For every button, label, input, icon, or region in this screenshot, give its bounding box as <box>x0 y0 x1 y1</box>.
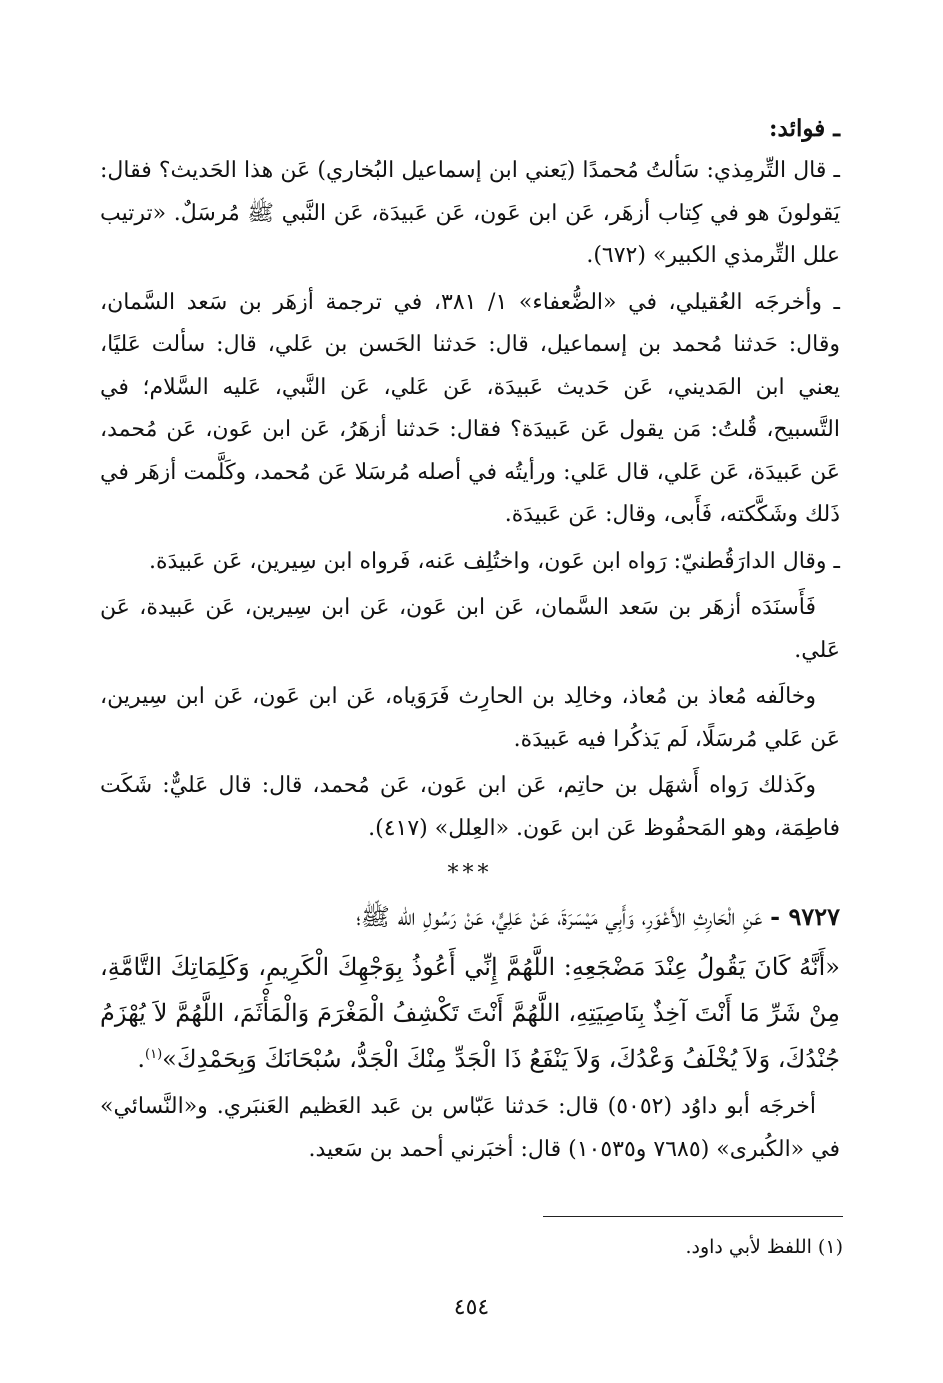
footnote: (١) اللفظ لأبي داود. <box>685 1236 843 1258</box>
hadith-matn: «أَنَّهُ كَانَ يَقُولُ عِنْدَ مَضْجَعِهِ: اللَّهُمَّ إِنِّي أَعُوذُ بِوَجْهِكَ الْكَرِيمِ، وَكَلِمَاتِكَ التَّامَّةِ، مِنْ شَرِّ مَا أَنْتَ آخِذٌ بِنَاصِيَتِهِ، اللَّهُمَّ أَنْتَ تَكْشِفُ الْمَغْرَمَ وَالْمَأْثَمَ، اللَّهُمَّ لاَ يُهْزَمُ جُنْدُكَ، وَلاَ يُخْلَفُ وَعْدُكَ، وَلاَ يَنْفَعُ ذَا الْجَدِّ مِنْكَ الْجَدُّ، سُبْحَانَكَ وَبِحَمْدِكَ»$^{(١)}$. <box>100 953 840 1073</box>
hadith-text: «أَنَّهُ كَانَ يَقُولُ عِنْدَ مَضْجَعِهِ: اللَّهُمَّ إِنِّي أَعُوذُ بِوَجْهِكَ الْكَرِيمِ، وَكَلِمَاتِكَ التَّامَّةِ، مِنْ شَرِّ مَا أَنْتَ آخِذٌ بِنَاصِيَتِهِ، اللَّهُمَّ أَنْتَ تَكْشِفُ الْمَغْرَمَ وَالْمَأْثَمَ، اللَّهُمَّ لاَ يُهْزَمُ جُنْدُكَ، وَلاَ يُخْلَفُ وَعْدُكَ، وَلاَ يَنْفَعُ ذَا الْجَدِّ مِنْكَ الْجَدُّ، سُبْحَانَكَ وَبِحَمْدِكَ» <box>100 953 840 1073</box>
hadith-isnad <box>100 894 840 940</box>
footnote-reference: (١) <box>145 1047 163 1062</box>
uqayli-paragraph: ـ وأخرجَه العُقيلي، في «الضُّعفاء» ١/ ٣٨١، في ترجمة أزهَر بن سَعد السَّمان، وقال: حَدثنا مُحمد بن إسماعيل، قال: حَدثنا الحَسن بن عَلي، قال: سألت عَليًا، يعني ابن المَديني، عَن حَديث عَبيدَة، عَن عَلي، عَن النَّبي، عَليه السَّلام؛ في التَّسبيح، قُلتُ: مَن يقول عَن عَبيدَة؟ فقال: حَدثنا أزهَرُ، عَن ابن عَون، عَن مُحمد، عَن عَبيدَة، عَن عَلي، قال عَلي: ورأيتُه في أصله مُرسَلا عَن مُحمد، وكَلَّمت أزهَر في ذَلك وشَكَّكته، فَأَبى، وقال: عَن عَبيدَة. <box>100 289 840 527</box>
footnote-divider <box>543 1216 843 1217</box>
daraqutni-isnad-paragraph: فَأَسنَدَه أزهَر بن سَعد السَّمان، عَن ابن عَون، عَن ابن سِيرين، عَن عَبيدة، عَن عَلي. <box>100 595 840 663</box>
tirmidhi-paragraph: ـ قال التِّرمِذي: سَألتُ مُحمدًا (يَعني ابن إسماعيل البُخاري) عَن هذا الحَديث؟ فقال: يَقولونَ هو في كِتاب أزهَر، عَن ابن عَون، عَن عَبيدَة، عَن النَّبي ﷺ مُرسَلٌ. «ترتيب علل التِّرمذي الكبير» (٦٧٢). <box>100 158 840 268</box>
daraqutni-paragraph: ـ وقال الدارَقُطنيّ: رَواه ابن عَون، واختُلِف عَنه، فَرواه ابن سِيرين، عَن عَبيدَة. <box>149 548 840 574</box>
daraqutni-opposition-paragraph: وخالَفه مُعاذ بن مُعاذ، وخالِد بن الحارِث فَرَوَياه، عَن ابن عَون، عَن ابن سِيرين، عَن عَلي مُرسَلًا، لَم يَذكُرا فيه عَبيدَة. <box>100 684 840 752</box>
hadith-chain: عَنِ الْحَارِثِ الأَعْوَرِ، وَأَبِي مَيْسَرَةَ، عَنْ عَلِيٍّ، عَنْ رَسُولِ الله ﷺ؛ <box>356 903 763 931</box>
page-body <box>100 108 840 1175</box>
daraqutni-conclusion-paragraph: وكَذلك رَواه أَشهَل بن حاتِم، عَن ابن عَون، عَن مُحمد، قال: قال عَليٌّ: شَكَت فاطِمَة، وهو المَحفُوظ عَن ابن عَون. «العِلل» (٤١٧). <box>100 773 840 841</box>
benefits-heading: ـ فوائد: <box>769 115 840 142</box>
section-separator: *** <box>447 861 493 886</box>
hadith-number: ٩٧٢٧ - <box>770 902 840 931</box>
page-number: ٤٥٤ <box>453 1295 490 1320</box>
takhrij-paragraph: أخرجَه أبو داوُد (٥٠٥٢) قال: حَدثنا عَبّاس بن عَبد العَظيم العَنبَري. و«النَّسائي» في «الكُبرى» (٧٦٨٥ و١٠٥٣٥) قال: أخبَرني أحمد بن سَعيد. <box>100 1094 840 1162</box>
